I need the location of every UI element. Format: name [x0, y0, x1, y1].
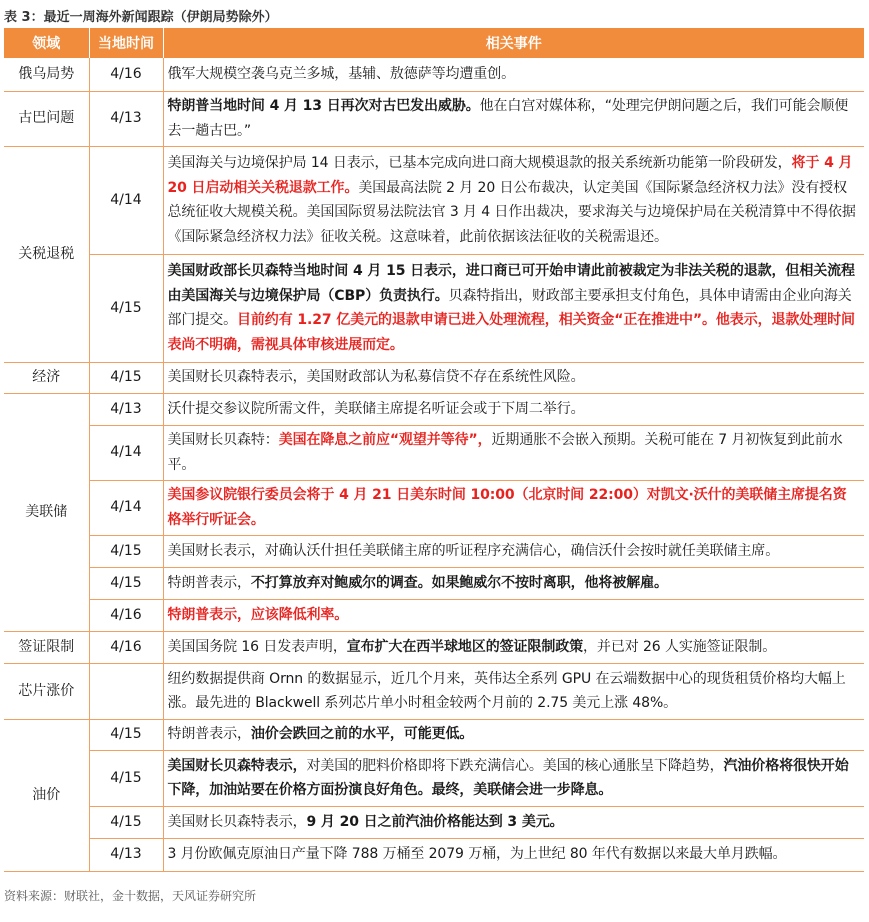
date-cell: 4/13	[89, 91, 163, 146]
category-cell: 经济	[4, 362, 89, 393]
category-cell: 俄乌局势	[4, 58, 89, 91]
category-cell: 签证限制	[4, 631, 89, 663]
table-row	[4, 535, 864, 567]
event-text-segment: 3 月份欧佩克原油日产量下降 788 万桶至 2079 万桶，为上世纪 80 年代有数据以来最大单月跌幅。	[167, 846, 787, 863]
event-text-segment: 美国最高法院 2 月 20 日公布裁决，认定美国《国际紧急经济权力法》没有授权总统征收大规模关税。美国国际贸易法院法官 3 月 4 日作出裁决，要求海关与边境保护局在关税清算中不得依据《国际紧急经济权力法》征收关税。这意味着，此前依据该法征收的关税需退还。	[167, 179, 856, 245]
event-cell	[163, 91, 864, 146]
table-caption: 表 3：最近一周海外新闻跟踪（伊朗局势除外）	[4, 10, 278, 25]
category-cell: 芯片涨价	[4, 663, 89, 719]
table-row	[4, 599, 864, 631]
table-row	[4, 719, 864, 750]
date-cell: 4/14	[89, 146, 163, 254]
event-text-segment: 不打算放弃对鲍威尔的调查。如果鲍威尔不按时离职，他将被解雇。	[250, 574, 668, 591]
header-time: 当地时间	[89, 28, 163, 58]
date-cell: 4/15	[89, 719, 163, 750]
event-text-segment: 美国财长贝森特表示，	[167, 813, 307, 830]
event-cell	[163, 719, 864, 750]
event-text-segment: 纽约数据提供商 Ornn 的数据显示，近几个月来，英伟达全系列 GPU 在云端数据中心的现货租赁价格均大幅上涨。最先进的 Blackwell 系列芯片单小时租金较两个月前的 2.75 美元上涨 48%。	[167, 670, 846, 711]
table-header-row	[4, 28, 864, 58]
table-row	[4, 750, 864, 806]
header-event: 相关事件	[163, 28, 864, 58]
event-cell	[163, 362, 864, 393]
table-row	[4, 393, 864, 425]
event-cell	[163, 567, 864, 599]
event-text-segment: 特朗普当地时间 4 月 13 日再次对古巴发出威胁。	[167, 98, 480, 114]
category-cell: 油价	[4, 719, 89, 871]
event-cell	[163, 806, 864, 838]
event-cell	[163, 480, 864, 535]
category-cell: 古巴问题	[4, 91, 89, 146]
event-text-segment: 美国财长贝森特表示，美国财政部认为私募信贷不存在系统性风险。	[167, 369, 585, 386]
date-cell	[89, 663, 163, 719]
table-row	[4, 362, 864, 393]
event-text-segment: 俄军大规模空袭乌克兰多城，基辅、敖德萨等均遭重创。	[167, 66, 515, 82]
event-cell	[163, 750, 864, 806]
event-text-segment: 美国财长贝森特表示，	[167, 757, 307, 774]
event-text-segment: 美国财长表示，对确认沃什担任美联储主席的听证程序充满信心，确信沃什会按时就任美联储主席。	[167, 542, 780, 559]
event-text-segment: 汽油价格将很快开始下降，加油站要在价格方面扮演良好角色。最终，美联储会进一步降息。	[167, 757, 849, 798]
event-cell	[163, 631, 864, 663]
event-text-segment: 他在白宫对媒体称，“处理完伊朗问题之后，我们可能会顺便去一趟古巴。”	[167, 98, 849, 139]
date-cell: 4/13	[89, 393, 163, 425]
event-text-segment: 近期通胀不会嵌入预期。关税可能在 7 月初恢复到此前水平。	[167, 432, 843, 473]
event-text-segment: 沃什提交参议院所需文件，美联储主席提名听证会或于下周二举行。	[167, 400, 585, 417]
event-text-segment: 将于 4 月 20 日启动相关关税退款工作。	[167, 155, 853, 196]
table-row	[4, 58, 864, 91]
date-cell: 4/15	[89, 362, 163, 393]
date-cell: 4/13	[89, 838, 163, 871]
event-text-segment: 油价会跌回之前的水平，可能更低。	[250, 726, 474, 743]
date-cell: 4/16	[89, 599, 163, 631]
event-text-segment: 美国在降息之前应“观望并等待”，	[278, 432, 492, 448]
event-text-segment: 特朗普表示，应该降低利率。	[167, 606, 349, 623]
category-cell: 美联储	[4, 393, 89, 631]
news-table	[4, 28, 864, 872]
event-cell	[163, 425, 864, 480]
table-row	[4, 663, 864, 719]
event-cell	[163, 599, 864, 631]
table-row	[4, 254, 864, 362]
date-cell: 4/15	[89, 567, 163, 599]
event-cell	[163, 146, 864, 254]
table-row	[4, 146, 864, 254]
table-row	[4, 806, 864, 838]
date-cell: 4/14	[89, 480, 163, 535]
event-text-segment: 美国财政部长贝森特当地时间 4 月 15 日表示，进口商已可开始申请此前被裁定为非法关税的退款，但相关流程由美国海关与边境保护局（CBP）负责执行。	[167, 263, 855, 304]
event-text-segment: 美国参议院银行委员会将于 4 月 21 日美东时间 10:00（北京时间 22:00）对凯文·沃什的美联储主席提名资格举行听证会。	[167, 487, 847, 528]
table-row	[4, 425, 864, 480]
category-cell: 关税退税	[4, 146, 89, 362]
event-text-segment: 美国海关与边境保护局 14 日表示，已基本完成向进口商大规模退款的报关系统新功能第一阶段研发，	[167, 155, 792, 171]
table-row	[4, 91, 864, 146]
event-cell	[163, 58, 864, 91]
table-row	[4, 838, 864, 871]
event-cell	[163, 535, 864, 567]
event-cell	[163, 254, 864, 362]
event-text-segment: 特朗普表示，	[167, 726, 251, 743]
event-text-segment: 对美国的肥料价格即将下跌充满信心。美国的核心通胀呈下降趋势，	[306, 757, 724, 774]
header-domain: 领域	[4, 28, 89, 58]
table-row	[4, 631, 864, 663]
event-text-segment: 宣布扩大在西半球地区的签证限制政策	[346, 638, 584, 655]
date-cell: 4/14	[89, 425, 163, 480]
event-text-segment: ，并已对 26 人实施签证限制。	[583, 638, 777, 655]
event-text-segment: 9 月 20 日之前汽油价格能达到 3 美元。	[306, 813, 564, 830]
source-note: 资料来源：财联社，金十数据，天风证券研究所	[4, 889, 257, 903]
date-cell: 4/15	[89, 254, 163, 362]
date-cell: 4/15	[89, 535, 163, 567]
date-cell: 4/15	[89, 806, 163, 838]
event-text-segment: 贝森特指出，财政部主要承担支付角色，具体申请需由企业向海关部门提交。	[167, 287, 852, 328]
event-text-segment: 美国财长贝森特：	[167, 432, 279, 448]
date-cell: 4/15	[89, 750, 163, 806]
event-cell	[163, 838, 864, 871]
table-row	[4, 567, 864, 599]
event-text-segment: 美国国务院 16 日发表声明，	[167, 638, 347, 655]
event-cell	[163, 663, 864, 719]
event-cell	[163, 393, 864, 425]
date-cell: 4/16	[89, 631, 163, 663]
event-text-segment: 特朗普表示，	[167, 574, 251, 591]
date-cell: 4/16	[89, 58, 163, 91]
event-text-segment: 目前约有 1.27 亿美元的退款申请已进入处理流程，相关资金“正在推进中”。他表示，退款处理时间表尚不明确，需视具体审核进展而定。	[167, 312, 855, 353]
table-row	[4, 480, 864, 535]
